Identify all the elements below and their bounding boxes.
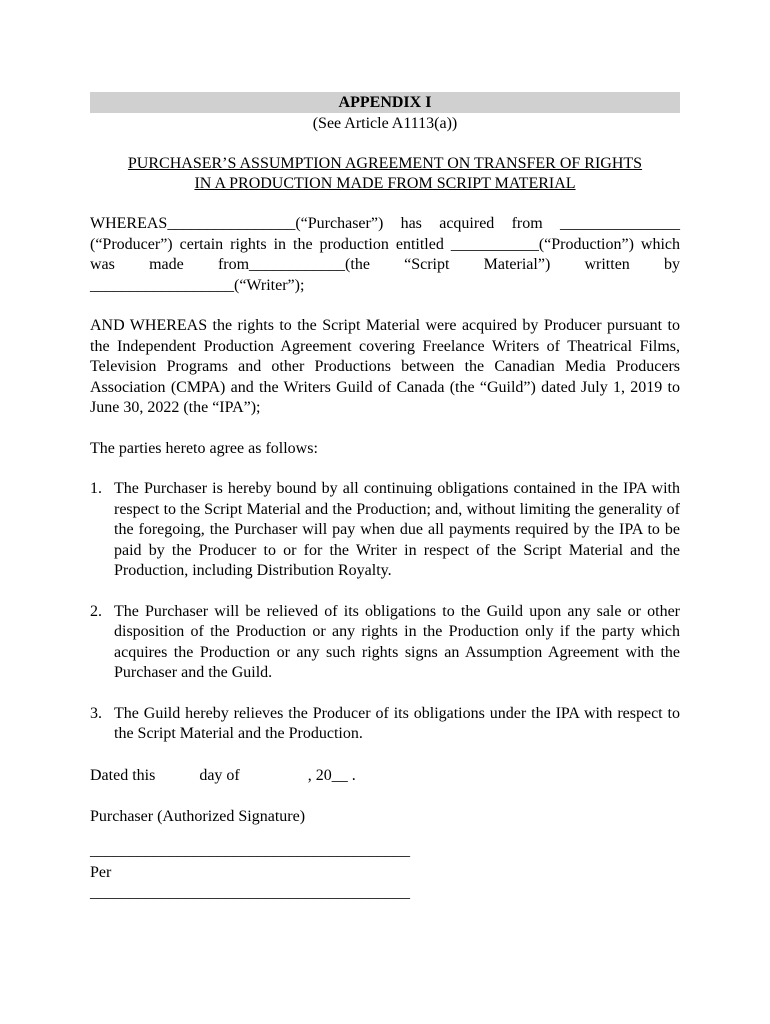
list-item bbox=[90, 602, 680, 684]
list-item-text: The Purchaser will be relieved of its obligations to the Guild upon any sale or other disposition of the Production or any rights in the Production only if the party which acquires the Production or any such rights signs an Assumption Agreement with the Purchaser and the Guild. bbox=[114, 602, 680, 681]
and-whereas-clause: AND WHEREAS the rights to the Script Material were acquired by Producer pursuant to the Independent Production Agreement covering Freelance Writers of Theatrical Films, Television Programs and other Productions between the Canadian Media Producers Association (CMPA) and the Writers Guild of Canada (the “Guild”) dated July 1, 2019 to June 30, 2022 (the “IPA”); bbox=[90, 317, 680, 416]
list-item-number: 3. bbox=[90, 704, 102, 722]
dated-line: Dated this day of , 20__ . bbox=[90, 766, 356, 784]
list-item-number: 2. bbox=[90, 602, 102, 620]
per-label: Per bbox=[90, 863, 112, 881]
document-page bbox=[90, 92, 680, 903]
list-item bbox=[90, 704, 680, 745]
list-item-number: 1. bbox=[90, 480, 102, 497]
purchaser-signature-label: Purchaser (Authorized Signature) bbox=[90, 807, 306, 825]
list-item-text: The Guild hereby relieves the Producer of its obligations under the IPA with respect to the Script Material and the Production. bbox=[114, 704, 680, 742]
appendix-subtitle: (See Article A1113(a)) bbox=[312, 115, 458, 132]
appendix-title: APPENDIX I bbox=[90, 92, 680, 113]
signature-line: ________________________________________ bbox=[90, 883, 410, 901]
agreement-intro: The parties hereto agree as follows: bbox=[90, 439, 318, 457]
whereas-clause: WHEREAS________________(“Purchaser”) has acquired from _______________ (“Producer”) certain rights in the production entitled ___________(“Production”) which was made from____________(the “Script Material”) written by __________________(“Writer”); bbox=[90, 215, 680, 294]
heading-line-1: PURCHASER’S ASSUMPTION AGREEMENT ON TRANSFER OF RIGHTS bbox=[127, 155, 643, 172]
agreement-heading bbox=[90, 154, 680, 194]
heading-line-2: IN A PRODUCTION MADE FROM SCRIPT MATERIAL bbox=[194, 175, 576, 192]
list-item bbox=[90, 479, 680, 582]
list-item-text: The Purchaser is hereby bound by all continuing obligations contained in the IPA with respect to the Script Material and the Production; and, without limiting the generality of the foregoing, the Purchaser will pay when due all payments required by the IPA to be paid by the Producer to or for the Writer in respect of the Script Material and the Production, including Distribution Royalty. bbox=[114, 480, 680, 579]
signature-line: ________________________________________ bbox=[90, 841, 410, 859]
